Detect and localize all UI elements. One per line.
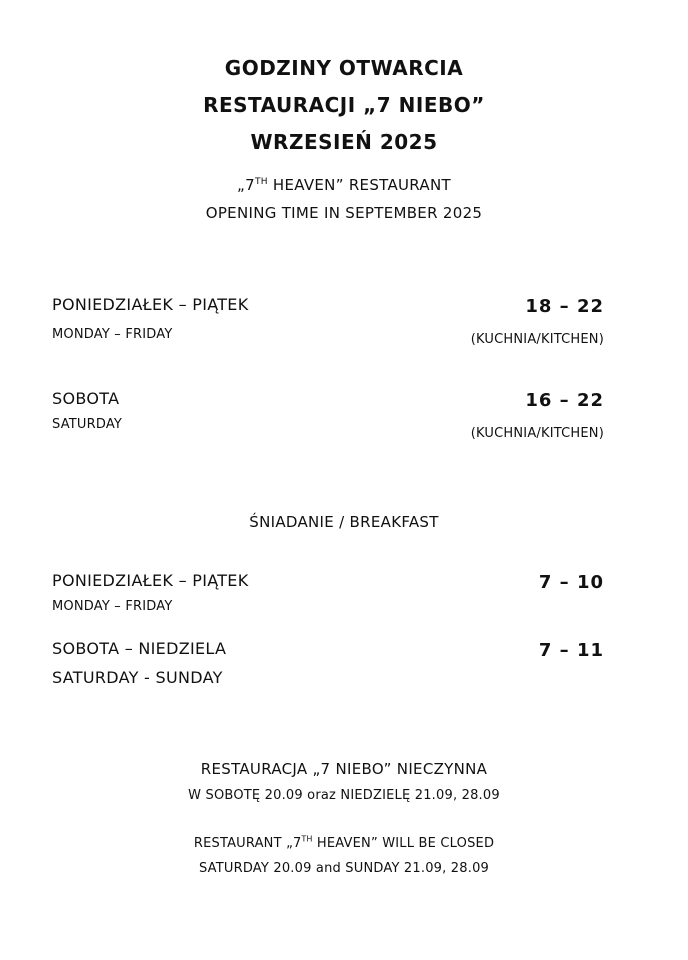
hours-row-2-day-pl: SOBOTA bbox=[52, 389, 120, 408]
title-line-3: WRZESIEŃ 2025 bbox=[250, 130, 438, 154]
hours-row-1-note: (KUCHNIA/KITCHEN) bbox=[470, 332, 604, 347]
title-line-1: GODZINY OTWARCIA bbox=[224, 56, 464, 80]
notice-en-line-1-sup: TH bbox=[301, 834, 313, 844]
hours-row-2-day-en: SATURDAY bbox=[52, 417, 123, 432]
hours-row-1-hours: 18 – 22 bbox=[525, 296, 604, 317]
notice-en-line-1 bbox=[0, 836, 688, 851]
subtitle-line-1-pre: „7 bbox=[237, 176, 255, 194]
hours-row-1-day-en: MONDAY – FRIDAY bbox=[52, 327, 173, 342]
notice-pl-line-1: RESTAURACJA „7 NIEBO” NIECZYNNA bbox=[200, 760, 488, 778]
notice-pl-line-2: W SOBOTĘ 20.09 oraz NIEDZIELĘ 21.09, 28.09 bbox=[188, 788, 500, 803]
breakfast-title: ŚNIADANIE / BREAKFAST bbox=[249, 513, 439, 531]
subtitle-line-2: OPENING TIME IN SEPTEMBER 2025 bbox=[205, 204, 483, 222]
breakfast-row-1-day-pl: PONIEDZIAŁEK – PIĄTEK bbox=[52, 571, 249, 590]
breakfast-row-1-hours: 7 – 10 bbox=[538, 572, 604, 593]
notice-en-line-2: SATURDAY 20.09 and SUNDAY 21.09, 28.09 bbox=[198, 861, 490, 876]
hours-row-1-day-pl: PONIEDZIAŁEK – PIĄTEK bbox=[52, 295, 249, 314]
breakfast-row-1-day-en: MONDAY – FRIDAY bbox=[52, 599, 173, 614]
subtitle-line-1 bbox=[0, 176, 688, 194]
breakfast-row-2-day-en: SATURDAY - SUNDAY bbox=[52, 668, 223, 687]
breakfast-row-2-day-pl: SOBOTA – NIEDZIELA bbox=[52, 639, 227, 658]
subtitle-line-1-post: HEAVEN” RESTAURANT bbox=[267, 176, 451, 194]
notice-en-line-1-post: HEAVEN” WILL BE CLOSED bbox=[312, 836, 495, 851]
notice-en-line-1-pre: RESTAURANT „7 bbox=[193, 836, 302, 851]
subtitle-line-1-sup: TH bbox=[254, 177, 268, 187]
hours-row-2-note: (KUCHNIA/KITCHEN) bbox=[470, 426, 604, 441]
title-line-2: RESTAURACJI „7 NIEBO” bbox=[203, 93, 485, 117]
breakfast-row-2-hours: 7 – 11 bbox=[538, 640, 604, 661]
hours-row-2-hours: 16 – 22 bbox=[525, 390, 604, 411]
